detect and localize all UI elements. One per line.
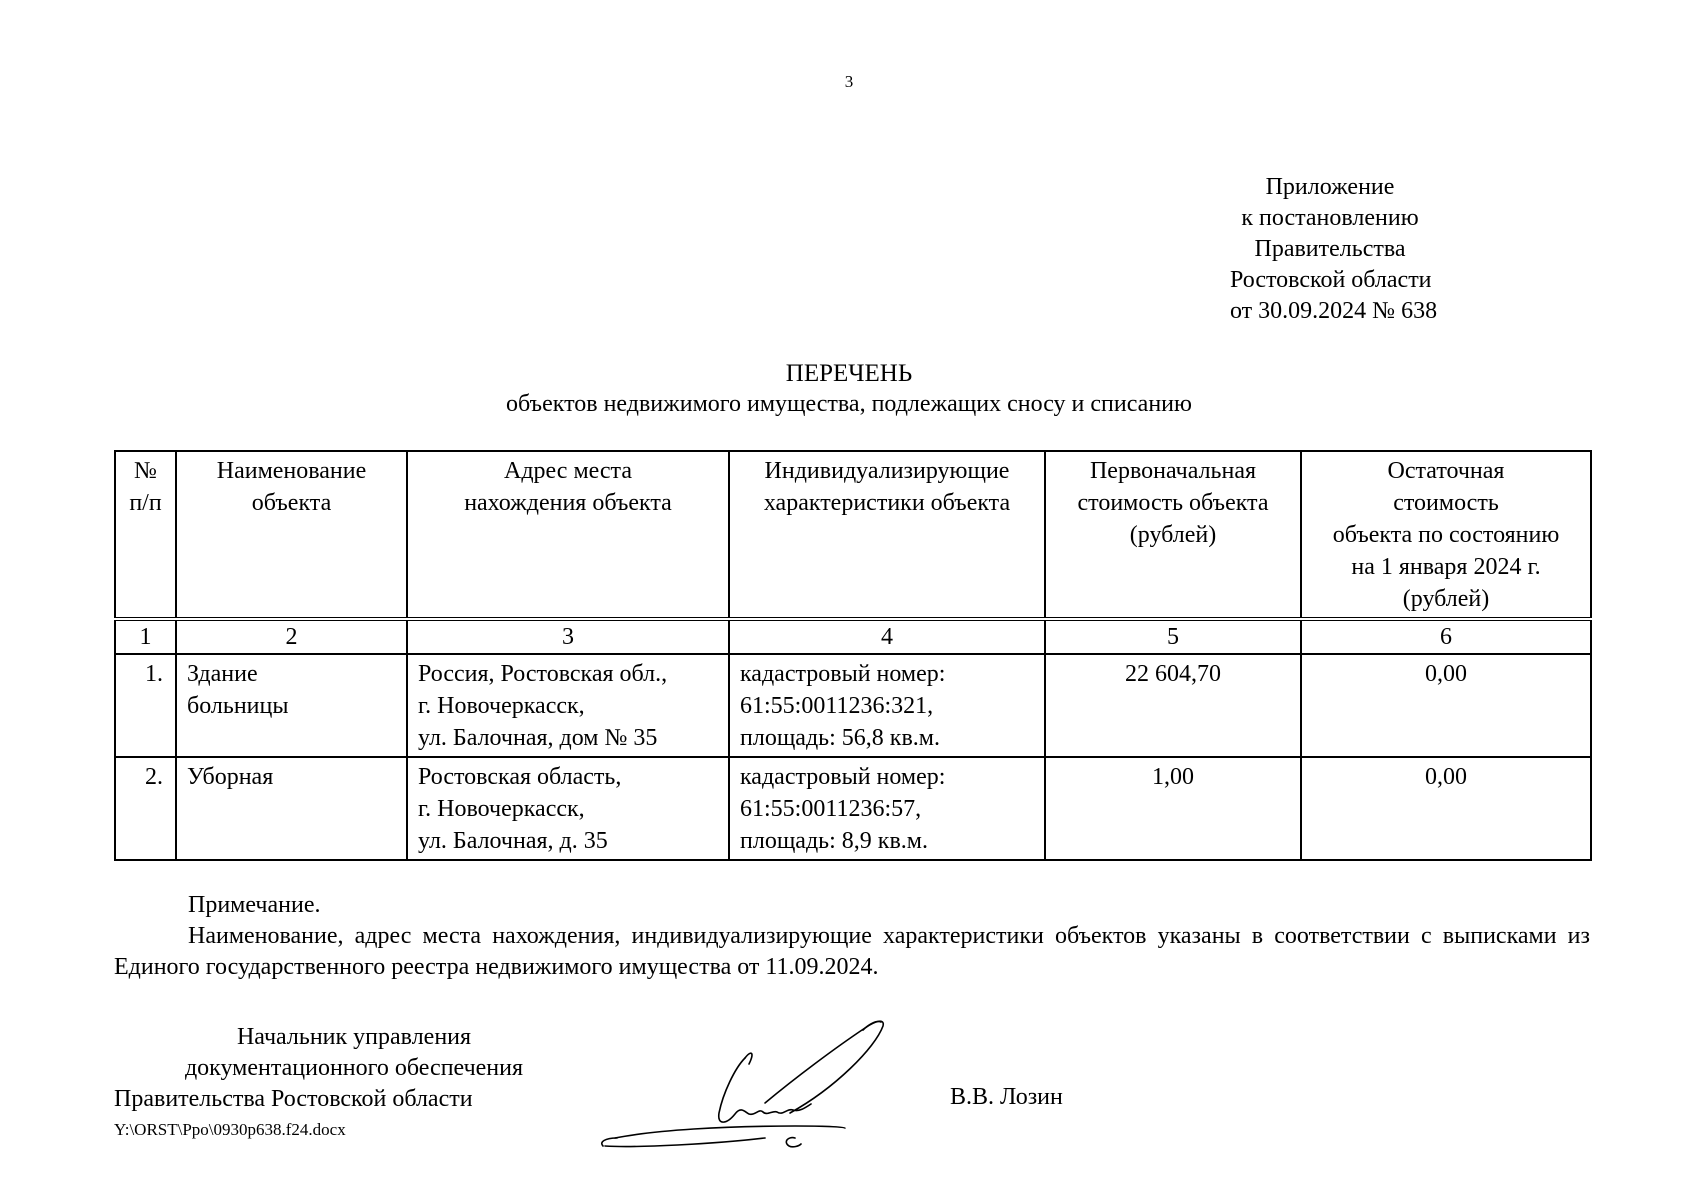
appendix-line: Ростовской области [1230, 267, 1432, 293]
appendix-line: Правительства [1254, 236, 1406, 262]
column-number: 2 [176, 619, 407, 654]
table-row [115, 654, 1591, 757]
header-cell-number: № п/п [115, 451, 176, 619]
document-subtitle: объектов недвижимого имущества, подлежащих сносу и списанию [506, 391, 1192, 417]
residual-cost: 0,00 [1301, 654, 1591, 757]
initial-cost: 1,00 [1045, 757, 1301, 860]
document-title: ПЕРЕЧЕНЬ [785, 360, 913, 387]
column-number: 5 [1045, 619, 1301, 654]
header-cell-address: Адрес места нахождения объекта [407, 451, 729, 619]
handwritten-signature [595, 1008, 925, 1158]
property-table [114, 450, 1592, 861]
note-text: Наименование, адрес места нахождения, индивидуализирующие характеристики объектов указаны в соответствии с выписками из Единого государственного реестра недвижимого имущества от 11.09.2024. [114, 923, 1590, 980]
header-cell-name: Наименование объекта [176, 451, 407, 619]
position-line: документационного обеспечения [184, 1055, 524, 1081]
position-line: Правительства Ростовской области [114, 1086, 473, 1112]
row-number: 2. [115, 757, 176, 860]
column-number: 6 [1301, 619, 1591, 654]
appendix-line: от 30.09.2024 № 638 [1230, 298, 1438, 324]
object-characteristics: кадастровый номер: 61:55:0011236:57, площадь: 8,9 кв.м. [729, 757, 1045, 860]
table-header-row [115, 451, 1591, 619]
column-number-row [115, 619, 1591, 654]
column-number: 1 [115, 619, 176, 654]
object-name: Уборная [176, 757, 407, 860]
appendix-line: Приложение [1265, 174, 1395, 200]
object-address: Россия, Ростовская обл., г. Новочеркасск, ул. Балочная, дом № 35 [407, 654, 729, 757]
header-cell-initial-cost: Первоначальная стоимость объекта (рублей) [1045, 451, 1301, 619]
initial-cost: 22 604,70 [1045, 654, 1301, 757]
header-cell-characteristics: Индивидуализирующие характеристики объекта [729, 451, 1045, 619]
object-address: Ростовская область, г. Новочеркасск, ул. Балочная, д. 35 [407, 757, 729, 860]
row-number: 1. [115, 654, 176, 757]
header-cell-residual-cost: Остаточная стоимость объекта по состоянию на 1 января 2024 г. (рублей) [1301, 451, 1591, 619]
object-characteristics: кадастровый номер: 61:55:0011236:321, площадь: 56,8 кв.м. [729, 654, 1045, 757]
signatory-position [114, 1022, 594, 1115]
residual-cost: 0,00 [1301, 757, 1591, 860]
column-number: 3 [407, 619, 729, 654]
signer-name: В.В. Лозин [950, 1084, 1063, 1110]
table-row [115, 757, 1591, 860]
note-block [114, 890, 1590, 983]
position-line: Начальник управления [236, 1024, 472, 1050]
column-number: 4 [729, 619, 1045, 654]
note-heading: Примечание. [188, 892, 321, 918]
object-name: Здание больницы [176, 654, 407, 757]
page-number: 3 [844, 72, 854, 91]
appendix-block [1230, 172, 1438, 327]
file-path: Y:\ORST\Ppo\0930p638.f24.docx [114, 1120, 346, 1139]
appendix-line: к постановлению [1241, 205, 1419, 231]
